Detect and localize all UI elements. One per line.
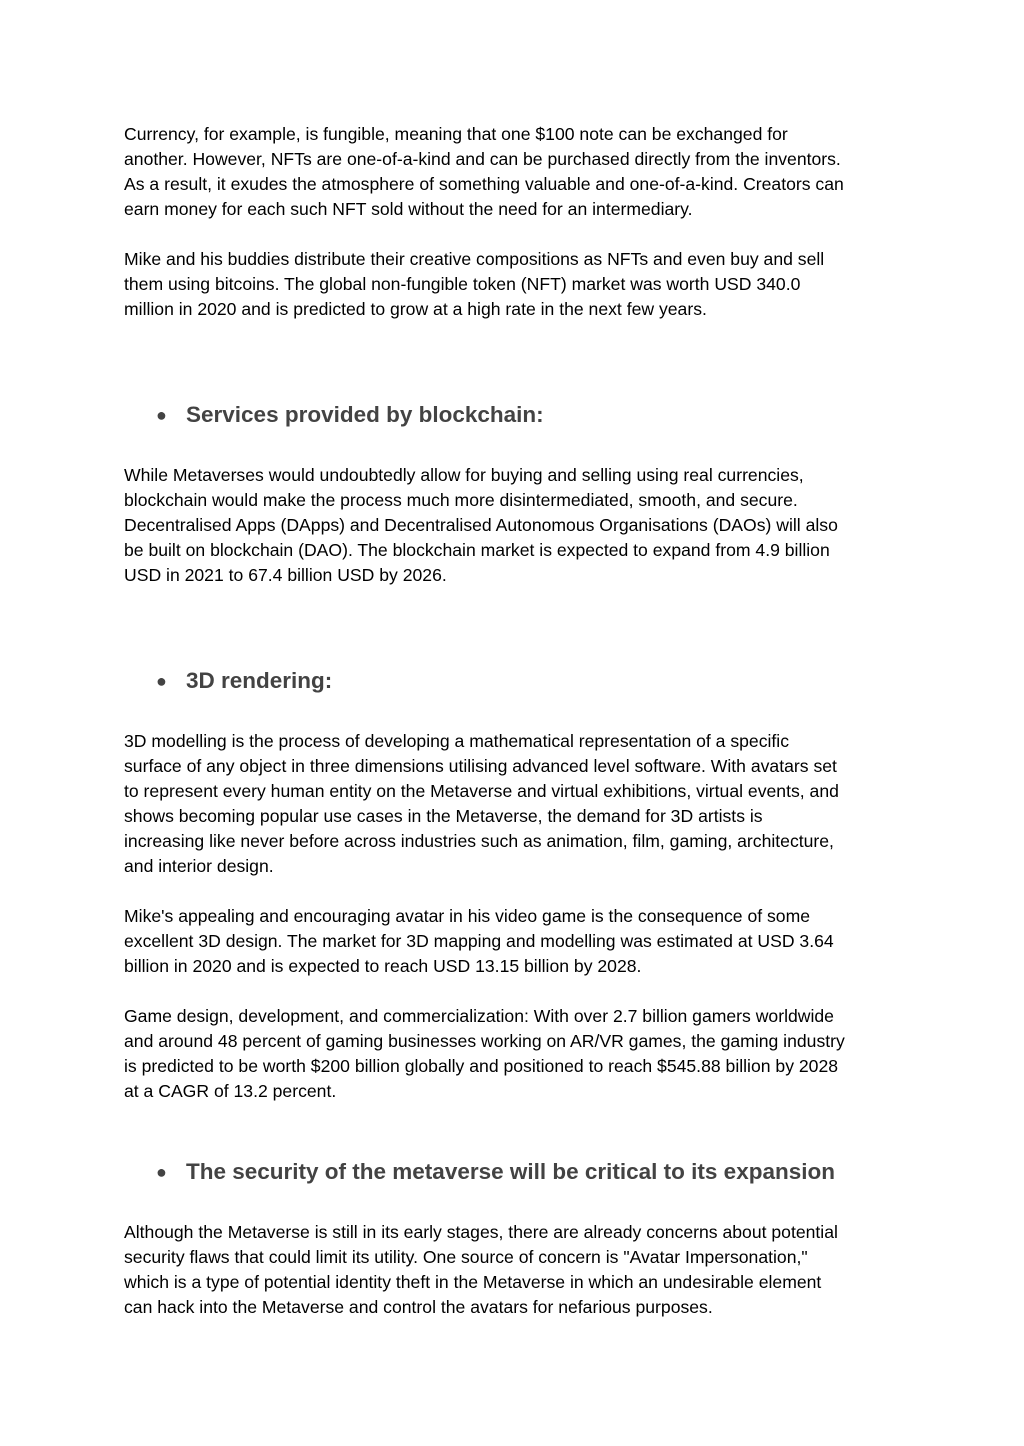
paragraph-blockchain: While Metaverses would undoubtedly allow for buying and selling using real currencies, blockchain would make the process much more disintermediated, smooth, and secure. Decentralised Apps (DApps) and Decentralised Autonomous Organisations (DAOs) will also be built on blockchain (DAO). The blockchain market is expected to expand from 4.9 billion USD in 2021 to 67.4 billion USD by 2026.	[124, 465, 838, 585]
heading-text: Services provided by blockchain:	[186, 402, 544, 427]
paragraph-nft-market: Mike and his buddies distribute their creative compositions as NFTs and even buy and sell them using bitcoins. The global non-fungible token (NFT) market was worth USD 340.0 million in 2020 and is predicted to grow at a high rate in the next few years.	[124, 249, 825, 319]
section-heading-3d-rendering	[156, 666, 332, 696]
paragraph-nft-fungibility: Currency, for example, is fungible, meaning that one $100 note can be exchanged for another. However, NFTs are one-of-a-kind and can be purchased directly from the inventors. As a result, it exudes the atmosphere of something valuable and one-of-a-kind. Creators can earn money for each such NFT sold without the need for an intermediary.	[124, 124, 844, 219]
paragraph-3d-modelling: 3D modelling is the process of developing a mathematical representation of a specific surface of any object in three dimensions utilising advanced level software. With avatars set to represent every human entity on the Metaverse and virtual exhibitions, virtual events, and shows becoming popular use cases in the Metaverse, the demand for 3D artists is increasing like never before across industries such as animation, film, gaming, architecture, and interior design.	[124, 731, 839, 876]
bullet-icon: ●	[156, 1162, 167, 1182]
heading-text: 3D rendering:	[186, 668, 333, 693]
bullet-icon: ●	[156, 671, 167, 691]
paragraph-3d-market: Mike's appealing and encouraging avatar in his video game is the consequence of some excellent 3D design. The market for 3D mapping and modelling was estimated at USD 3.64 billion in 2020 and is expected to reach USD 13.15 billion by 2028.	[124, 906, 834, 976]
paragraph-gaming-industry: Game design, development, and commercialization: With over 2.7 billion gamers worldwide and around 48 percent of gaming businesses working on AR/VR games, the gaming industry is predicted to be worth $200 billion globally and positioned to reach $545.88 billion by 2028 at a CAGR of 13.2 percent.	[124, 1006, 845, 1101]
paragraph-security-concerns: Although the Metaverse is still in its early stages, there are already concerns about potential security flaws that could limit its utility. One source of concern is "Avatar Impersonation," which is a type of potential identity theft in the Metaverse in which an undesirable element can hack into the Metaverse and control the avatars for nefarious purposes.	[124, 1222, 838, 1317]
section-heading-blockchain-services	[156, 400, 544, 430]
bullet-icon: ●	[156, 405, 167, 425]
heading-text: The security of the metaverse will be critical to its expansion	[186, 1159, 835, 1184]
section-heading-metaverse-security	[156, 1157, 835, 1187]
